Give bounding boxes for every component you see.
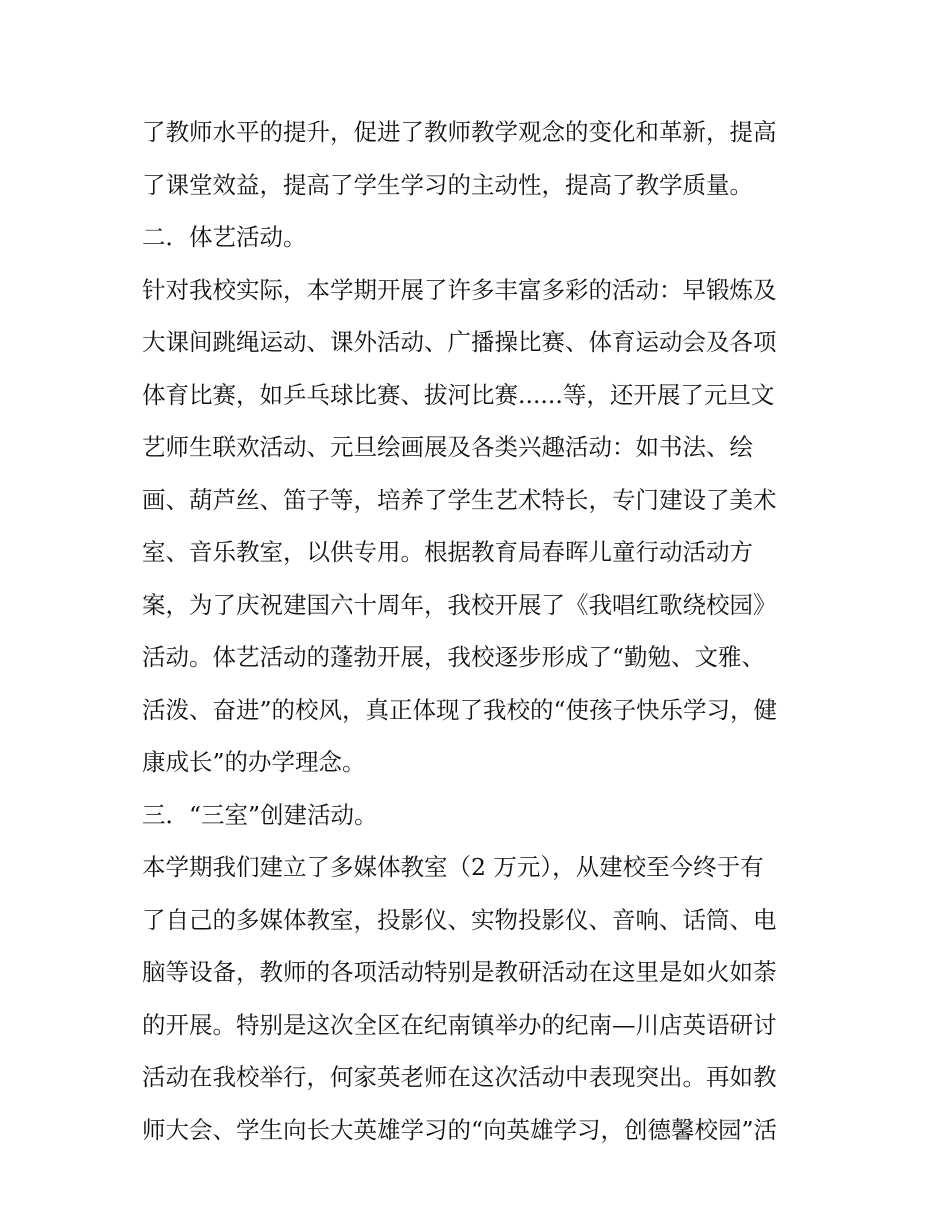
text-line: 了教师水平的提升，促进了教师教学观念的变化和革新，提高	[142, 118, 777, 146]
text-line: 针对我校实际，本学期开展了许多丰富多彩的活动：早锻炼及	[142, 275, 777, 304]
text-line: 体育比赛，如乒乓球比赛、拔河比赛......等，还开展了元旦文	[142, 380, 775, 409]
text-line: 活泼、奋进”的校风，真正体现了我校的“使孩子快乐学习，健	[142, 695, 778, 724]
text-line: 的开展。特别是这次全区在纪南镇举办的纪南—川店英语研讨	[142, 1010, 777, 1039]
text-line: 了自己的多媒体教室，投影仪、实物投影仪、音响、话筒、电	[142, 905, 777, 934]
text-line: 案，为了庆祝建国六十周年，我校开展了《我唱红歌绕校园》	[142, 590, 777, 619]
text-line: 脑等设备，教师的各项活动特别是教研活动在这里是如火如荼	[142, 958, 777, 986]
text-line: 画、葫芦丝、笛子等，培养了学生艺术特长，专门建设了美术	[142, 485, 777, 514]
text-line: 活动。体艺活动的蓬勃开展，我校逐步形成了“勤勉、文雅、	[142, 643, 766, 671]
section-heading: 二．体艺活动。	[142, 223, 307, 251]
text-line: 了课堂效益，提高了学生学习的主动性，提高了教学质量。	[142, 170, 753, 199]
section-heading: 三．“三室”创建活动。	[142, 800, 378, 829]
text-line: 大课间跳绳运动、课外活动、广播操比赛、体育运动会及各项	[142, 328, 777, 356]
text-line: 活动在我校举行，何家英老师在这次活动中表现突出。再如教	[142, 1063, 777, 1091]
text-line: 康成长”的办学理念。	[142, 748, 366, 776]
text-line: 师大会、学生向长大英雄学习的“向英雄学习，创德馨校园”活	[142, 1115, 778, 1144]
text-line: 艺师生联欢活动、元旦绘画展及各类兴趣活动：如书法、绘	[142, 433, 753, 461]
text-line: 室、音乐教室，以供专用。根据教育局春晖儿童行动活动方	[142, 538, 753, 566]
body-text	[142, 106, 817, 1156]
text-line: 本学期我们建立了多媒体教室（2 万元），从建校至今终于有	[142, 853, 764, 881]
